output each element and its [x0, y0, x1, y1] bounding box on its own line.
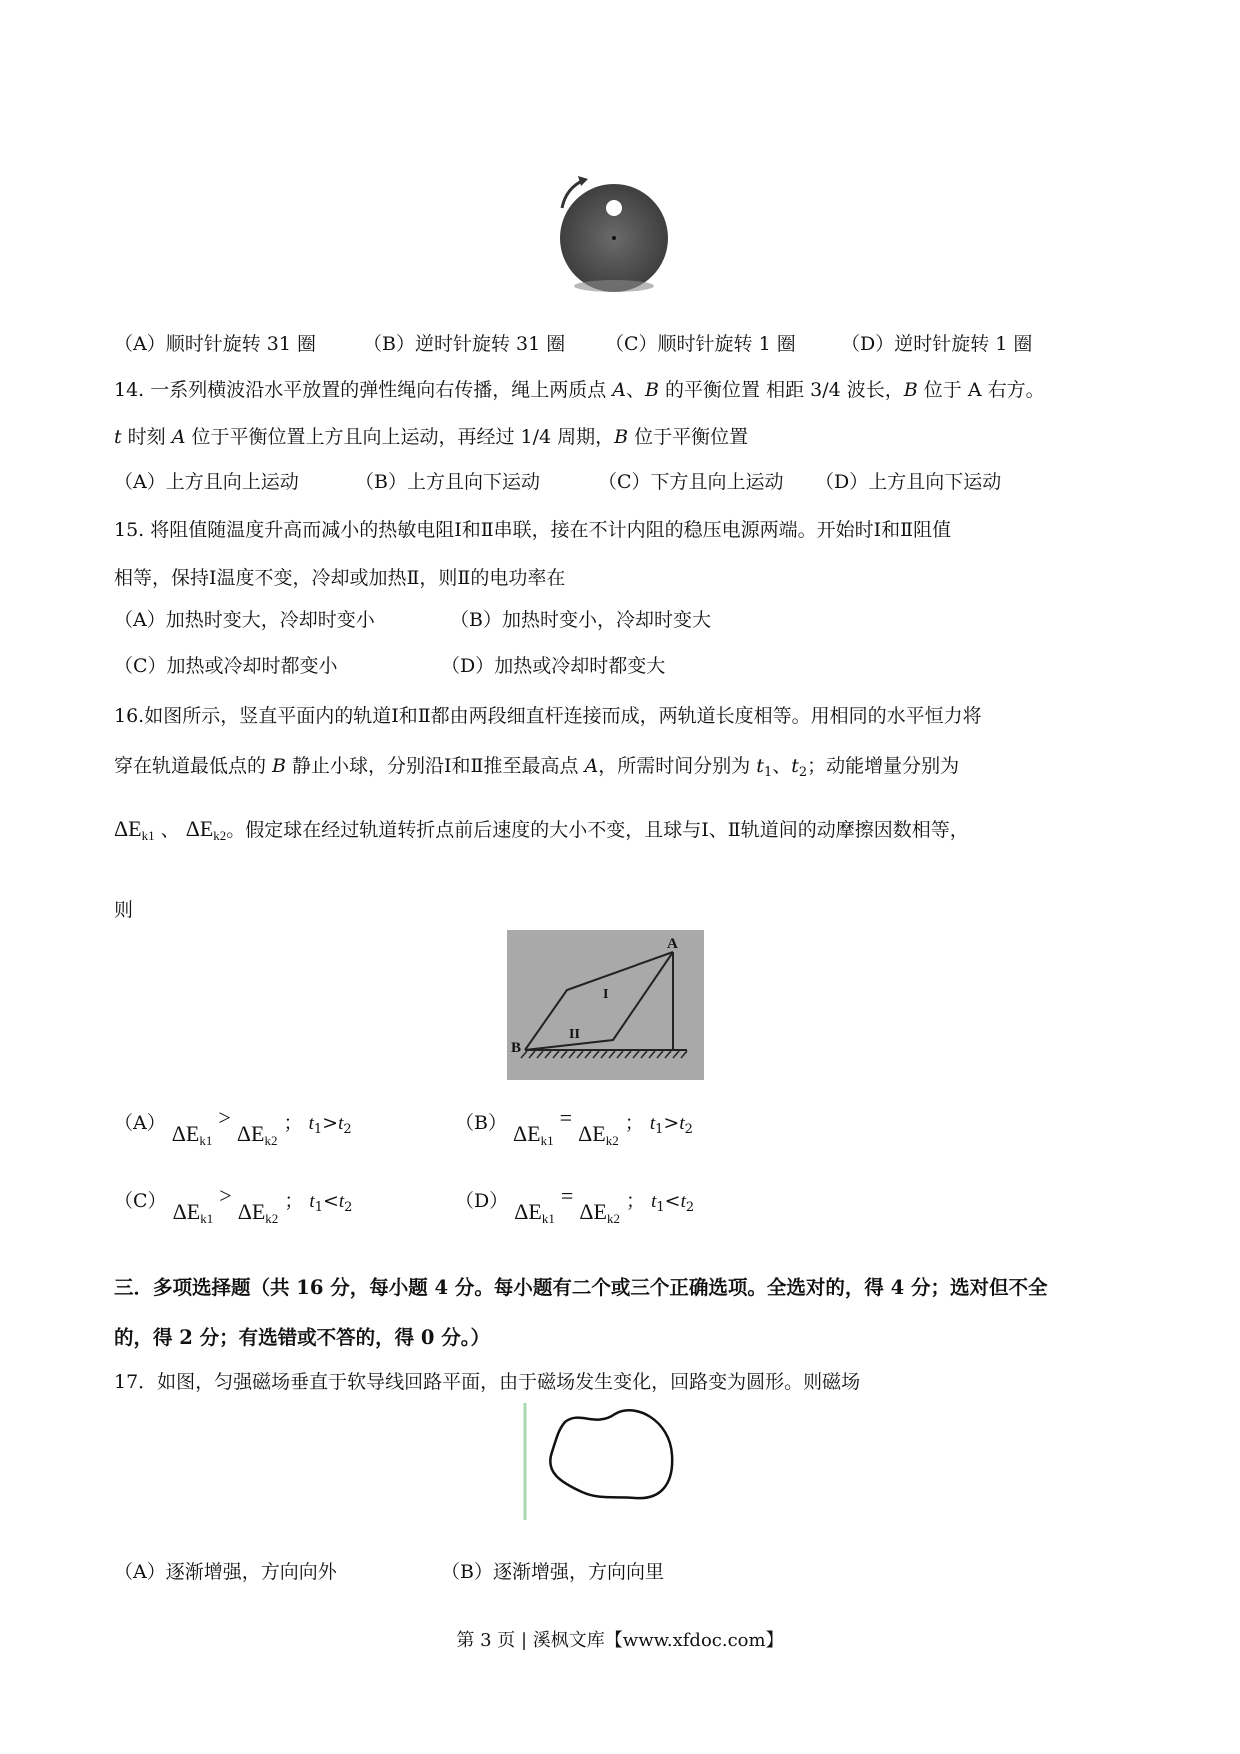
- symbol-t1: t: [756, 755, 764, 777]
- q14-text: 14. 一系列横波沿水平放置的弹性绳向右传播，绳上两质点: [114, 379, 613, 401]
- page-footer: 第 3 页 | 溪枫文库【www.xfdoc.com】: [456, 1630, 784, 1651]
- symbol-b: B: [645, 379, 660, 401]
- q14-text: 位于 A 右方。: [917, 379, 1045, 401]
- q16-option-a: （A） $\Delta E_{k1} > \Delta E_{k2}$ ； $t_1>t_2$: [114, 1105, 352, 1148]
- q14-option-d: （D）上方且向下运动: [815, 471, 1002, 493]
- q14-text: 的平衡位置 相距 3/4 波长，: [659, 379, 904, 401]
- symbol-t2: t: [791, 755, 799, 777]
- wire-loop-figure: [520, 1400, 690, 1525]
- q14-text: 位于平衡位置上方且向上运动，再经过 1/4 周期，: [185, 426, 615, 448]
- q16-stem-line3: [114, 815, 969, 844]
- separator: 、: [772, 755, 792, 777]
- q16-text: 静止小球，分别沿Ⅰ和Ⅱ推至最高点: [286, 755, 585, 777]
- q15-option-b: （B）加热时变小，冷却时变大: [450, 609, 711, 631]
- q16-stem-line4: 则: [114, 899, 134, 921]
- symbol-a: A: [612, 379, 627, 401]
- section3-header-line2: 的，得 2 分；有选错或不答的，得 0 分。）: [114, 1326, 491, 1349]
- q13-option-a: （A）顺时针旋转 31 圈: [114, 333, 316, 355]
- q15-option-c: （C）加热或冷却时都变小: [114, 655, 338, 677]
- q14-text: 时刻: [121, 426, 172, 448]
- figure-label-ii: II: [569, 1027, 580, 1042]
- delta-ek1: $\Delta E_{k1}$: [114, 816, 155, 843]
- subscript: 2: [798, 765, 808, 780]
- q16-stem-line1: 16.如图所示，竖直平面内的轨道Ⅰ和Ⅱ都由两段细直杆连接而成，两轨道长度相等。用相同的水平恒力将: [114, 705, 982, 727]
- q17-option-b: （B）逐渐增强，方向向里: [441, 1561, 664, 1583]
- figure-label-b: B: [511, 1040, 522, 1056]
- q17-option-a: （A）逐渐增强，方向向外: [114, 1561, 337, 1583]
- symbol-b: B: [903, 379, 918, 401]
- q13-option-d: （D）逆时针旋转 1 圈: [841, 333, 1033, 355]
- q16-text: ，所需时间分别为: [598, 755, 757, 777]
- q16-option-b: （B） $\Delta E_{k1} = \Delta E_{k2}$ ； $t_1>t_2$: [455, 1105, 693, 1148]
- q15-option-d: （D）加热或冷却时都变大: [441, 655, 666, 677]
- q17-stem: 17．如图，匀强磁场垂直于软导线回路平面，由于磁场发生变化，回路变为圆形。则磁场: [114, 1371, 861, 1393]
- q16-text: 穿在轨道最低点的: [114, 755, 273, 777]
- rotating-disk-figure: [548, 168, 672, 298]
- symbol-a: A: [171, 426, 186, 448]
- symbol-t: t: [114, 426, 122, 448]
- q16-text: ；动能增量分别为: [807, 755, 960, 777]
- figure-label-a: A: [667, 936, 678, 952]
- separator: 、: [626, 379, 646, 401]
- q13-option-c: （C）顺时针旋转 1 圈: [605, 333, 796, 355]
- q15-option-a: （A）加热时变大，冷却时变小: [114, 609, 375, 631]
- q16-text: 。假定球在经过轨道转折点前后速度的大小不变，且球与Ⅰ、Ⅱ轨道间的动摩擦因数相等，: [226, 819, 969, 841]
- q14-option-a: （A）上方且向上运动: [114, 471, 299, 493]
- symbol-b: B: [272, 755, 287, 777]
- subscript: 1: [763, 765, 773, 780]
- section3-header-line1: 三．多项选择题（共 16 分，每小题 4 分。每小题有二个或三个正确选项。全选对的，得 4 分；选对但不全: [114, 1276, 1048, 1299]
- q15-stem-line1: 15. 将阻值随温度升高而减小的热敏电阻Ⅰ和Ⅱ串联，接在不计内阻的稳压电源两端。开始时Ⅰ和Ⅱ阻值: [114, 519, 952, 541]
- q14-stem-line2: [114, 422, 748, 449]
- q16-option-c: （C） $\Delta E_{k1} > \Delta E_{k2}$ ； $t_1<t_2$: [114, 1183, 353, 1226]
- symbol-b: B: [614, 426, 629, 448]
- delta-ek2: $\Delta E_{k2}$: [185, 816, 227, 843]
- q14-option-c: （C）下方且向上运动: [598, 471, 784, 493]
- q14-stem-line1: [114, 375, 1045, 402]
- symbol-a: A: [584, 755, 599, 777]
- q13-option-b: （B）逆时针旋转 31 圈: [363, 333, 566, 355]
- q14-option-b: （B）上方且向下运动: [355, 471, 540, 493]
- q16-stem-line2: [114, 751, 959, 780]
- q15-stem-line2: 相等，保持Ⅰ温度不变，冷却或加热Ⅱ，则Ⅱ的电功率在: [114, 567, 566, 589]
- figure-label-i: I: [603, 987, 609, 1002]
- q16-option-d: （D） $\Delta E_{k1} = \Delta E_{k2}$ ； $t_1<t_2$: [455, 1183, 695, 1226]
- track-figure: [507, 930, 704, 1080]
- separator: 、: [160, 819, 180, 841]
- q14-text: 位于平衡位置: [628, 426, 749, 448]
